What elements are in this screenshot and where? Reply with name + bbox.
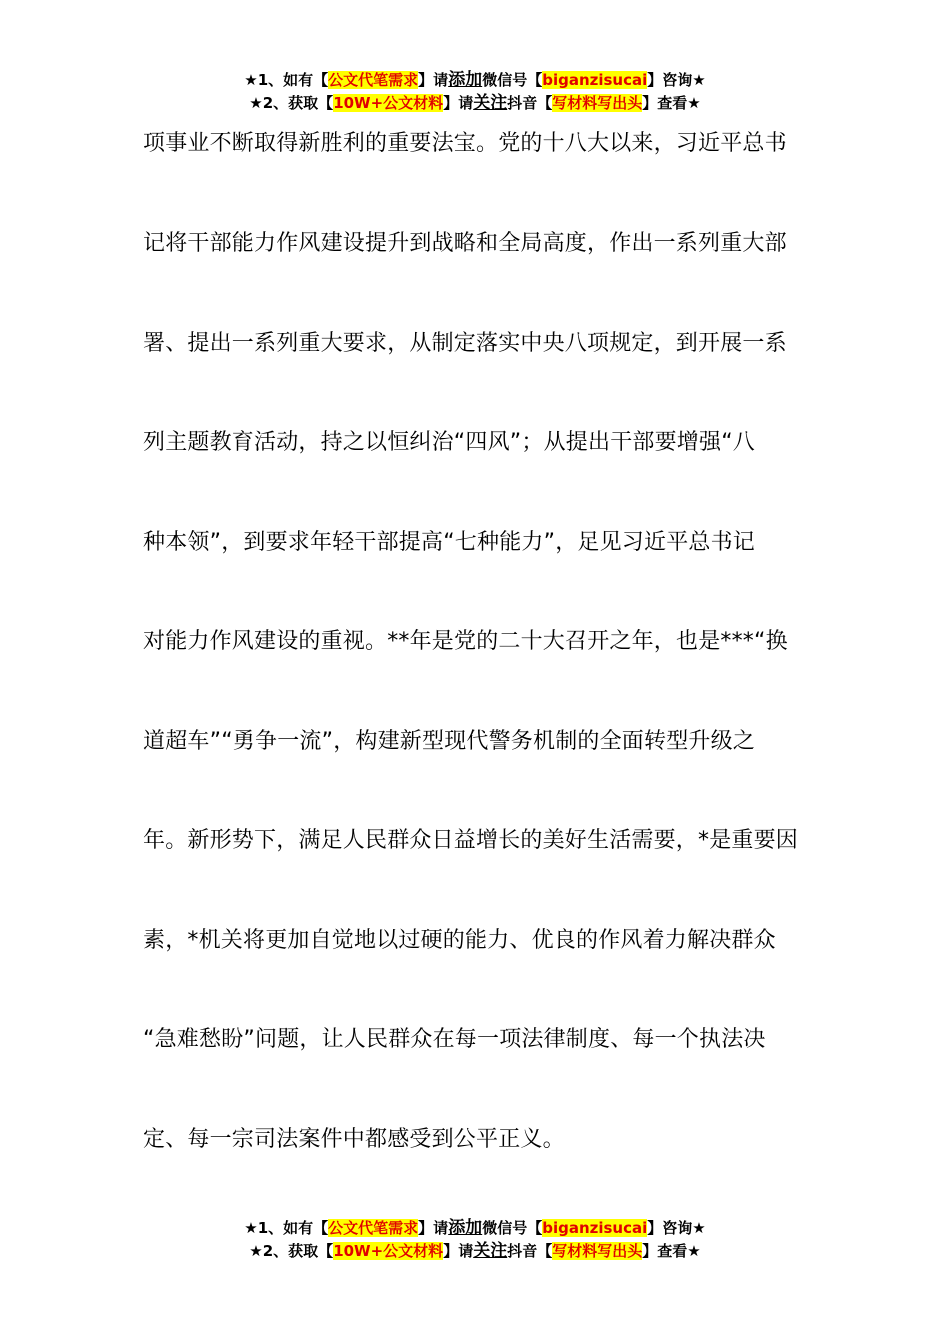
body-line: 定、每一宗司法案件中都感受到公平正义。: [143, 1127, 565, 1152]
body-line: 素，*机关将更加自觉地以过硬的能力、优良的作风着力解决群众: [143, 928, 776, 953]
star-icon: ★: [687, 1242, 701, 1260]
banner-line-1: ★1、如有【公文代笔需求】请添加微信号【biganzisucai】咨询★: [244, 1218, 706, 1238]
body-line: 项事业不断取得新胜利的重要法宝。党的十八大以来，习近平总书: [143, 131, 787, 156]
body-line: 署、提出一系列重大要求，从制定落实中央八项规定，到开展一系: [143, 331, 787, 356]
star-icon: ★: [692, 1219, 706, 1237]
star-icon: ★: [244, 71, 258, 89]
banner-line-2: ★2、获取【10W+公文材料】请关注抖音【写材料写出头】查看★: [249, 1241, 701, 1261]
body-line: 对能力作风建设的重视。**年是党的二十大召开之年，也是***“换: [143, 629, 788, 654]
body-line: 列主题教育活动，持之以恒纠治“四风”；从提出干部要增强“八: [143, 430, 755, 455]
body-line: 种本领”，到要求年轻干部提高“七种能力”，足见习近平总书记: [143, 530, 755, 555]
star-icon: ★: [249, 1242, 263, 1260]
banner-line-2: ★2、获取【10W+公文材料】请关注抖音【写材料写出头】查看★: [249, 93, 701, 113]
banner-highlight-wechat: biganzisucai: [542, 71, 648, 89]
banner-highlight-materials: 10W+公文材料: [333, 1242, 444, 1260]
banner-highlight-service: 公文代笔需求: [328, 71, 419, 89]
banner-line-1: ★1、如有【公文代笔需求】请添加微信号【biganzisucai】咨询★: [244, 70, 706, 90]
body-line: 道超车”“勇争一流”，构建新型现代警务机制的全面转型升级之: [143, 729, 755, 754]
star-icon: ★: [687, 94, 701, 112]
banner-highlight-douyin: 写材料写出头: [552, 1242, 643, 1260]
star-icon: ★: [249, 94, 263, 112]
star-icon: ★: [692, 71, 706, 89]
top-banner: [0, 69, 950, 115]
banner-highlight-wechat: biganzisucai: [542, 1219, 648, 1237]
banner-highlight-materials: 10W+公文材料: [333, 94, 444, 112]
banner-highlight-service: 公文代笔需求: [328, 1219, 419, 1237]
body-line: “急难愁盼”问题，让人民群众在每一项法律制度、每一个执法决: [143, 1027, 766, 1052]
body-line: 记将干部能力作风建设提升到战略和全局高度，作出一系列重大部: [143, 231, 787, 256]
star-icon: ★: [244, 1219, 258, 1237]
banner-highlight-douyin: 写材料写出头: [552, 94, 643, 112]
body-line: 年。新形势下，满足人民群众日益增长的美好生活需要，*是重要因: [143, 828, 799, 853]
bottom-banner: [0, 1217, 950, 1263]
